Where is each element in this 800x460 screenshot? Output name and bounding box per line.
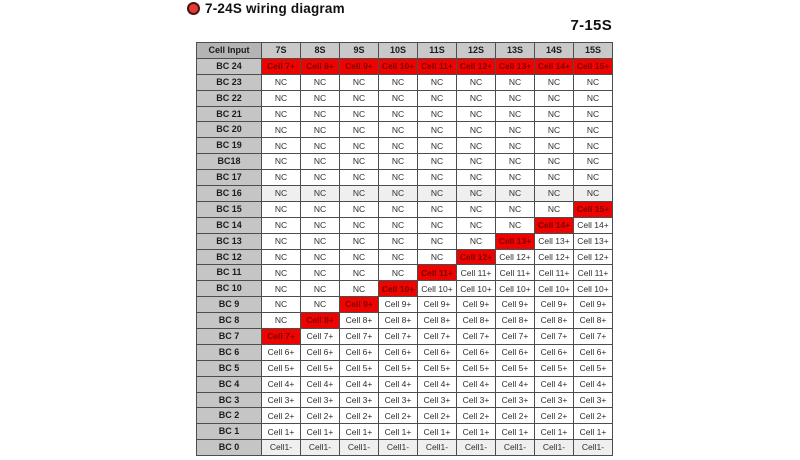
- cell-value: Cell 2+: [574, 408, 613, 424]
- cell-value: NC: [457, 170, 496, 186]
- cell-value: Cell 13+: [535, 233, 574, 249]
- cell-value-highlighted: Cell 8+: [301, 313, 340, 329]
- table-row: [197, 281, 613, 297]
- row-label: BC 21: [197, 106, 262, 122]
- cell-value: NC: [301, 281, 340, 297]
- cell-value: NC: [457, 186, 496, 202]
- table-row: [197, 122, 613, 138]
- cell-value: NC: [535, 90, 574, 106]
- cell-value: Cell1-: [262, 440, 301, 456]
- cell-value: Cell 4+: [301, 376, 340, 392]
- cell-value: NC: [496, 138, 535, 154]
- cell-value: NC: [262, 74, 301, 90]
- cell-value: NC: [574, 186, 613, 202]
- cell-value: NC: [301, 90, 340, 106]
- cell-value: NC: [340, 90, 379, 106]
- cell-value: NC: [496, 74, 535, 90]
- cell-value: Cell 6+: [340, 344, 379, 360]
- cell-value: NC: [496, 122, 535, 138]
- row-label: BC 6: [197, 344, 262, 360]
- title-bullet-icon: [187, 2, 200, 15]
- cell-value: Cell 1+: [496, 424, 535, 440]
- cell-value: NC: [418, 233, 457, 249]
- cell-value: Cell1-: [340, 440, 379, 456]
- cell-value: NC: [574, 74, 613, 90]
- cell-value: NC: [301, 186, 340, 202]
- cell-value: Cell 6+: [457, 344, 496, 360]
- cell-value: NC: [379, 186, 418, 202]
- row-label: BC 19: [197, 138, 262, 154]
- row-label: BC 23: [197, 74, 262, 90]
- cell-value: NC: [262, 90, 301, 106]
- cell-value: NC: [301, 74, 340, 90]
- cell-value: Cell 3+: [574, 392, 613, 408]
- cell-value-highlighted: Cell 13+: [496, 233, 535, 249]
- cell-value: NC: [262, 154, 301, 170]
- row-label: BC 12: [197, 249, 262, 265]
- cell-value: NC: [379, 154, 418, 170]
- cell-value: NC: [379, 249, 418, 265]
- cell-value: NC: [262, 138, 301, 154]
- cell-value: Cell 9+: [574, 297, 613, 313]
- row-label: BC 0: [197, 440, 262, 456]
- cell-value: NC: [301, 106, 340, 122]
- cell-value-highlighted: Cell 11+: [418, 58, 457, 74]
- cell-value: Cell 12+: [496, 249, 535, 265]
- cell-value: Cell1-: [457, 440, 496, 456]
- table-row: [197, 233, 613, 249]
- cell-value: Cell 3+: [496, 392, 535, 408]
- cell-value: NC: [535, 186, 574, 202]
- cell-value: Cell 5+: [457, 360, 496, 376]
- table-row: [197, 360, 613, 376]
- table-row: [197, 170, 613, 186]
- cell-value-highlighted: Cell 15+: [574, 58, 613, 74]
- cell-value: Cell 3+: [457, 392, 496, 408]
- cell-value: NC: [379, 217, 418, 233]
- cell-value: NC: [379, 106, 418, 122]
- row-label: BC 13: [197, 233, 262, 249]
- col-header: 13S: [496, 43, 535, 59]
- cell-value: NC: [301, 170, 340, 186]
- cell-value: Cell 11+: [457, 265, 496, 281]
- cell-value: Cell 1+: [262, 424, 301, 440]
- table-row: [197, 138, 613, 154]
- table-row: [197, 217, 613, 233]
- cell-value-highlighted: Cell 10+: [379, 281, 418, 297]
- cell-value: Cell 9+: [535, 297, 574, 313]
- cell-value: Cell 4+: [496, 376, 535, 392]
- row-label: BC 7: [197, 329, 262, 345]
- cell-value: Cell 2+: [340, 408, 379, 424]
- table-row: [197, 186, 613, 202]
- cell-value: Cell 1+: [418, 424, 457, 440]
- cell-value: Cell 7+: [301, 329, 340, 345]
- cell-value: Cell 2+: [262, 408, 301, 424]
- table-body: [197, 58, 613, 455]
- cell-value: Cell 11+: [574, 265, 613, 281]
- table-row: [197, 249, 613, 265]
- cell-value: NC: [418, 154, 457, 170]
- cell-value: NC: [301, 217, 340, 233]
- cell-value: NC: [340, 154, 379, 170]
- cell-value: NC: [301, 265, 340, 281]
- cell-value: NC: [496, 201, 535, 217]
- cell-value: Cell 9+: [457, 297, 496, 313]
- cell-value: NC: [340, 201, 379, 217]
- cell-value: NC: [418, 74, 457, 90]
- cell-value: NC: [262, 186, 301, 202]
- cell-value: NC: [340, 170, 379, 186]
- cell-value: NC: [535, 170, 574, 186]
- cell-value: Cell 7+: [535, 329, 574, 345]
- col-header: 11S: [418, 43, 457, 59]
- cell-value: NC: [301, 249, 340, 265]
- col-header: 9S: [340, 43, 379, 59]
- page-title-text: 7-24S wiring diagram: [205, 1, 345, 16]
- cell-value: Cell 6+: [574, 344, 613, 360]
- cell-value: Cell 7+: [574, 329, 613, 345]
- cell-value: NC: [340, 74, 379, 90]
- cell-value-highlighted: Cell 13+: [496, 58, 535, 74]
- cell-value: Cell 2+: [379, 408, 418, 424]
- row-label: BC 1: [197, 424, 262, 440]
- cell-value: NC: [574, 170, 613, 186]
- row-label: BC 17: [197, 170, 262, 186]
- table-row: [197, 58, 613, 74]
- cell-value: Cell 4+: [457, 376, 496, 392]
- cell-value: Cell 5+: [379, 360, 418, 376]
- cell-value: NC: [457, 106, 496, 122]
- cell-value: NC: [457, 217, 496, 233]
- cell-value: Cell 5+: [340, 360, 379, 376]
- cell-value: NC: [418, 186, 457, 202]
- table-row: [197, 90, 613, 106]
- cell-value: NC: [340, 122, 379, 138]
- cell-value: Cell 3+: [418, 392, 457, 408]
- cell-value: NC: [379, 122, 418, 138]
- row-label: BC 16: [197, 186, 262, 202]
- cell-value: NC: [301, 233, 340, 249]
- cell-value-highlighted: Cell 7+: [262, 329, 301, 345]
- table-row: [197, 297, 613, 313]
- cell-value: Cell 7+: [340, 329, 379, 345]
- cell-value: NC: [301, 138, 340, 154]
- cell-value: NC: [574, 154, 613, 170]
- header-row: [197, 43, 613, 59]
- cell-value: Cell 10+: [457, 281, 496, 297]
- table-row: [197, 376, 613, 392]
- cell-value: Cell 2+: [535, 408, 574, 424]
- row-label: BC 22: [197, 90, 262, 106]
- table-row: [197, 154, 613, 170]
- cell-value: NC: [262, 297, 301, 313]
- row-label: BC 3: [197, 392, 262, 408]
- cell-value: Cell 2+: [457, 408, 496, 424]
- cell-value: NC: [340, 217, 379, 233]
- cell-value-highlighted: Cell 8+: [301, 58, 340, 74]
- row-label: BC 20: [197, 122, 262, 138]
- cell-value: Cell 3+: [535, 392, 574, 408]
- cell-value: NC: [535, 122, 574, 138]
- cell-value: Cell 4+: [379, 376, 418, 392]
- cell-value: Cell 11+: [535, 265, 574, 281]
- cell-value-highlighted: Cell 9+: [340, 297, 379, 313]
- cell-value: NC: [457, 74, 496, 90]
- cell-value: Cell1-: [379, 440, 418, 456]
- cell-value: NC: [457, 122, 496, 138]
- cell-value: NC: [418, 217, 457, 233]
- cell-value: NC: [574, 138, 613, 154]
- cell-value: Cell 3+: [379, 392, 418, 408]
- col-header: 14S: [535, 43, 574, 59]
- cell-value: NC: [457, 154, 496, 170]
- cell-value: Cell 14+: [574, 217, 613, 233]
- row-label: BC 9: [197, 297, 262, 313]
- cell-value: NC: [457, 90, 496, 106]
- cell-value: Cell 4+: [340, 376, 379, 392]
- cell-value: Cell 10+: [496, 281, 535, 297]
- cell-value: NC: [301, 154, 340, 170]
- cell-value: NC: [340, 265, 379, 281]
- table-row: [197, 440, 613, 456]
- table-row: [197, 74, 613, 90]
- cell-value: Cell1-: [496, 440, 535, 456]
- cell-value: Cell 10+: [418, 281, 457, 297]
- cell-value: NC: [418, 201, 457, 217]
- cell-value-highlighted: Cell 7+: [262, 58, 301, 74]
- cell-value: NC: [262, 122, 301, 138]
- cell-value: NC: [262, 249, 301, 265]
- row-label: BC 2: [197, 408, 262, 424]
- cell-value: Cell 5+: [496, 360, 535, 376]
- cell-value: Cell 8+: [574, 313, 613, 329]
- cell-value: Cell 4+: [418, 376, 457, 392]
- cell-value: NC: [418, 170, 457, 186]
- cell-value: NC: [418, 106, 457, 122]
- cell-value: Cell 8+: [340, 313, 379, 329]
- table-row: [197, 201, 613, 217]
- cell-value: Cell 5+: [535, 360, 574, 376]
- cell-value: Cell 2+: [301, 408, 340, 424]
- cell-value: NC: [496, 186, 535, 202]
- cell-value: NC: [379, 170, 418, 186]
- cell-value: NC: [496, 170, 535, 186]
- cell-value-highlighted: Cell 10+: [379, 58, 418, 74]
- cell-value: Cell 1+: [379, 424, 418, 440]
- cell-value: Cell 13+: [574, 233, 613, 249]
- cell-value: NC: [340, 106, 379, 122]
- cell-value: NC: [457, 201, 496, 217]
- col-header: 8S: [301, 43, 340, 59]
- cell-value: Cell 9+: [418, 297, 457, 313]
- col-header: 7S: [262, 43, 301, 59]
- cell-value: Cell 3+: [301, 392, 340, 408]
- row-label: BC 15: [197, 201, 262, 217]
- row-label: BC18: [197, 154, 262, 170]
- cell-value: NC: [379, 74, 418, 90]
- cell-value: NC: [301, 297, 340, 313]
- cell-value: NC: [262, 233, 301, 249]
- cell-value: Cell 12+: [574, 249, 613, 265]
- cell-value: NC: [262, 201, 301, 217]
- cell-value-highlighted: Cell 12+: [457, 58, 496, 74]
- col-header: 15S: [574, 43, 613, 59]
- cell-value: Cell 3+: [340, 392, 379, 408]
- row-label: BC 24: [197, 58, 262, 74]
- cell-value: Cell 2+: [418, 408, 457, 424]
- cell-value-highlighted: Cell 15+: [574, 201, 613, 217]
- cell-value: NC: [301, 201, 340, 217]
- cell-value: Cell1-: [301, 440, 340, 456]
- cell-value-highlighted: Cell 14+: [535, 217, 574, 233]
- pack-range-label: 7-15S: [570, 17, 612, 34]
- cell-value: Cell 3+: [262, 392, 301, 408]
- cell-value: NC: [379, 265, 418, 281]
- cell-value: NC: [340, 138, 379, 154]
- table-row: [197, 313, 613, 329]
- cell-value: NC: [301, 122, 340, 138]
- cell-value: NC: [496, 154, 535, 170]
- cell-value: NC: [379, 90, 418, 106]
- cell-value: Cell 7+: [496, 329, 535, 345]
- cell-value: Cell 1+: [457, 424, 496, 440]
- cell-value: NC: [535, 106, 574, 122]
- cell-value: NC: [574, 122, 613, 138]
- cell-value: Cell 7+: [418, 329, 457, 345]
- cell-value: Cell1-: [535, 440, 574, 456]
- cell-value: NC: [340, 233, 379, 249]
- cell-value: NC: [262, 170, 301, 186]
- col-header: 10S: [379, 43, 418, 59]
- page-title: [187, 1, 345, 16]
- table-row: [197, 408, 613, 424]
- table-row: [197, 265, 613, 281]
- cell-value: Cell 10+: [574, 281, 613, 297]
- cell-value: Cell 8+: [457, 313, 496, 329]
- cell-value: Cell 8+: [379, 313, 418, 329]
- cell-value: Cell 1+: [340, 424, 379, 440]
- cell-value: Cell 12+: [535, 249, 574, 265]
- cell-value: Cell 5+: [418, 360, 457, 376]
- cell-value: NC: [340, 249, 379, 265]
- table-row: [197, 329, 613, 345]
- cell-value: NC: [535, 138, 574, 154]
- cell-value: NC: [262, 265, 301, 281]
- row-label: BC 11: [197, 265, 262, 281]
- cell-value: NC: [457, 233, 496, 249]
- cell-value: Cell 6+: [379, 344, 418, 360]
- cell-value: NC: [535, 201, 574, 217]
- cell-value: Cell 1+: [535, 424, 574, 440]
- wiring-table: [196, 42, 613, 456]
- cell-value-highlighted: Cell 11+: [418, 265, 457, 281]
- cell-value-highlighted: Cell 14+: [535, 58, 574, 74]
- cell-value: NC: [535, 154, 574, 170]
- cell-value: NC: [340, 281, 379, 297]
- cell-value: NC: [496, 90, 535, 106]
- cell-value-highlighted: Cell 9+: [340, 58, 379, 74]
- cell-value: NC: [418, 249, 457, 265]
- cell-value: Cell 2+: [496, 408, 535, 424]
- cell-value: NC: [379, 138, 418, 154]
- cell-value: Cell 5+: [574, 360, 613, 376]
- table-row: [197, 344, 613, 360]
- cell-value: NC: [496, 217, 535, 233]
- cell-value: NC: [262, 217, 301, 233]
- cell-value: NC: [379, 233, 418, 249]
- cell-value: NC: [535, 74, 574, 90]
- cell-value: Cell 4+: [535, 376, 574, 392]
- col-header: 12S: [457, 43, 496, 59]
- cell-value: NC: [496, 106, 535, 122]
- cell-value: Cell 5+: [301, 360, 340, 376]
- cell-value: Cell 4+: [574, 376, 613, 392]
- table-row: [197, 106, 613, 122]
- cell-value: Cell 9+: [379, 297, 418, 313]
- cell-value: Cell 6+: [418, 344, 457, 360]
- row-label: BC 10: [197, 281, 262, 297]
- cell-value: Cell 6+: [535, 344, 574, 360]
- table-row: [197, 424, 613, 440]
- cell-value: Cell 1+: [301, 424, 340, 440]
- cell-value: NC: [418, 122, 457, 138]
- row-label: BC 14: [197, 217, 262, 233]
- cell-value: NC: [340, 186, 379, 202]
- cell-value: NC: [457, 138, 496, 154]
- cell-value: NC: [262, 106, 301, 122]
- cell-value: Cell 7+: [379, 329, 418, 345]
- cell-value: Cell 1+: [574, 424, 613, 440]
- cell-value: Cell 5+: [262, 360, 301, 376]
- cell-value: Cell1-: [574, 440, 613, 456]
- cell-value: NC: [418, 90, 457, 106]
- cell-value: Cell 4+: [262, 376, 301, 392]
- cell-value-highlighted: Cell 12+: [457, 249, 496, 265]
- cell-value: NC: [262, 313, 301, 329]
- cell-value: Cell 11+: [496, 265, 535, 281]
- table-row: [197, 392, 613, 408]
- row-label: BC 8: [197, 313, 262, 329]
- cell-value: Cell 8+: [496, 313, 535, 329]
- corner-header: Cell Input: [197, 43, 262, 59]
- cell-value: Cell 8+: [418, 313, 457, 329]
- cell-value: Cell 6+: [262, 344, 301, 360]
- cell-value: Cell1-: [418, 440, 457, 456]
- cell-value: NC: [418, 138, 457, 154]
- cell-value: NC: [262, 281, 301, 297]
- cell-value: Cell 10+: [535, 281, 574, 297]
- cell-value: Cell 7+: [457, 329, 496, 345]
- row-label: BC 4: [197, 376, 262, 392]
- cell-value: NC: [574, 106, 613, 122]
- cell-value: Cell 8+: [535, 313, 574, 329]
- cell-value: NC: [379, 201, 418, 217]
- cell-value: NC: [574, 90, 613, 106]
- row-label: BC 5: [197, 360, 262, 376]
- cell-value: Cell 6+: [496, 344, 535, 360]
- cell-value: Cell 6+: [301, 344, 340, 360]
- cell-value: Cell 9+: [496, 297, 535, 313]
